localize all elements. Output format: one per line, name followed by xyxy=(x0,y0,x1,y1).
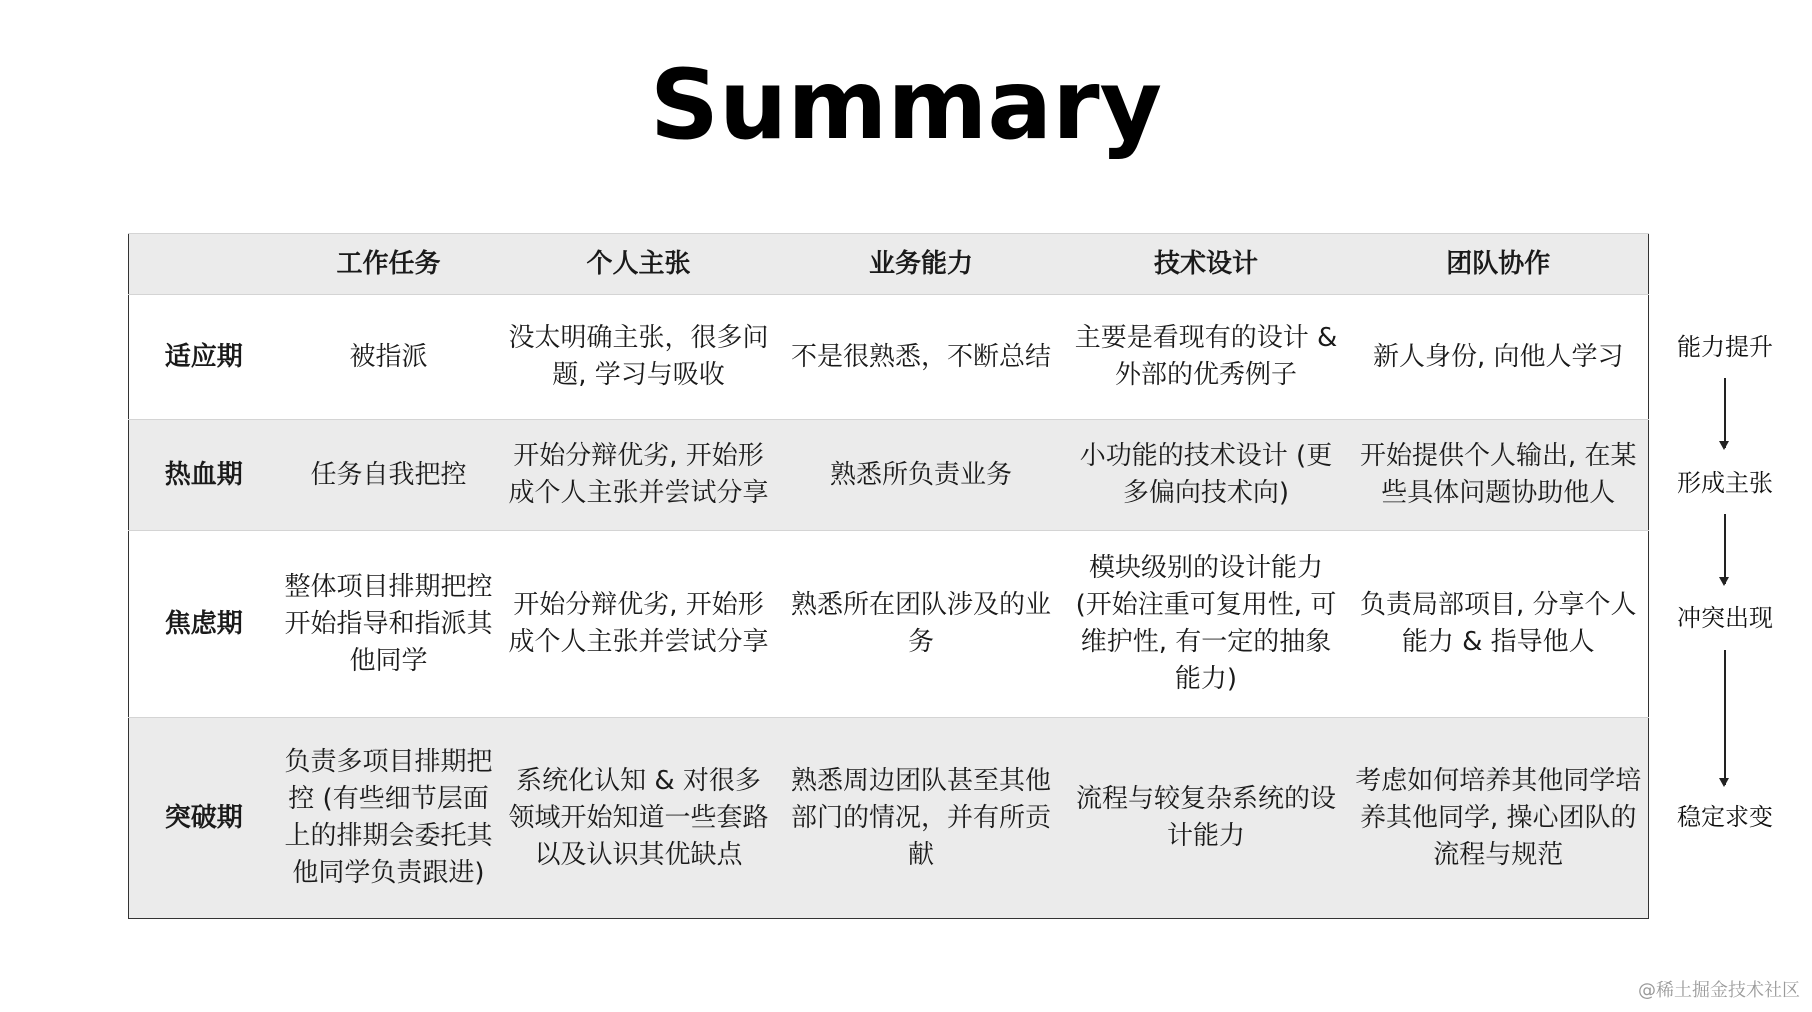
table-cell: 负责局部项目, 分享个人能力 & 指导他人 xyxy=(1359,590,1637,657)
stage-label: 适应期 xyxy=(164,341,243,372)
stage-label: 焦虑期 xyxy=(164,608,243,639)
table-cell: 任务自我把控 xyxy=(310,459,467,490)
table-cell: 不是很熟悉，不断总结 xyxy=(790,341,1051,372)
table-cell: 被指派 xyxy=(349,341,428,372)
flow-step-label: 能力提升 xyxy=(1677,333,1773,361)
table-row xyxy=(129,295,1649,420)
watermark: @稀土掘金技术社区 xyxy=(1638,980,1800,1001)
table-cell: 主要是看现有的设计 & 外部的优秀例子 xyxy=(1074,323,1338,390)
table-cell: 开始分辩优劣, 开始形成个人主张并尝试分享 xyxy=(508,441,769,508)
table-cell: 新人身份, 向他人学习 xyxy=(1372,341,1624,372)
table-cell: 小功能的技术设计 (更多偏向技术向) xyxy=(1079,441,1333,508)
down-arrow-icon xyxy=(1724,514,1726,584)
table-cell: 开始提供个人输出, 在某些具体问题协助他人 xyxy=(1359,441,1637,508)
table-cell: 熟悉周边团队甚至其他部门的情况，并有所贡献 xyxy=(790,765,1051,870)
table-cell: 熟悉所在团队涉及的业务 xyxy=(790,590,1051,657)
table-cell: 系统化认知 & 对很多领域开始知道一些套路以及认识其优缺点 xyxy=(508,765,769,870)
table-header-corner xyxy=(129,234,279,295)
table-cell: 负责多项目排期把控 (有些细节层面上的排期会委托其他同学负责跟进) xyxy=(284,747,493,888)
flow-step-label: 稳定求变 xyxy=(1677,803,1773,831)
table-header-cell: 个人主张 xyxy=(586,248,691,279)
table-header-cell: 工作任务 xyxy=(336,248,441,279)
table-header-cell: 技术设计 xyxy=(1153,248,1258,279)
page-title: Summary xyxy=(649,49,1163,161)
side-flow xyxy=(1660,0,1790,1012)
table-row xyxy=(129,420,1649,531)
table-cell: 没太明确主张，很多问题, 学习与吸收 xyxy=(508,323,769,390)
table-header-row xyxy=(129,234,1649,295)
table-row xyxy=(129,718,1649,919)
table-cell: 熟悉所负责业务 xyxy=(829,459,1012,490)
table-cell: 考虑如何培养其他同学培养其他同学, 操心团队的流程与规范 xyxy=(1355,765,1642,870)
flow-step-label: 形成主张 xyxy=(1677,469,1773,497)
down-arrow-icon xyxy=(1724,378,1726,448)
flow-step-label: 冲突出现 xyxy=(1677,604,1773,632)
down-arrow-icon xyxy=(1724,650,1726,785)
table-cell: 模块级别的设计能力 (开始注重可复用性, 可维护性, 有一定的抽象能力) xyxy=(1075,553,1337,694)
stage-label: 突破期 xyxy=(164,802,243,833)
stage-label: 热血期 xyxy=(164,459,243,490)
table-header-cell: 业务能力 xyxy=(868,248,973,279)
table-row xyxy=(129,531,1649,718)
table-cell: 流程与较复杂系统的设计能力 xyxy=(1075,784,1336,851)
table-header-cell: 团队协作 xyxy=(1446,248,1551,279)
summary-table xyxy=(128,233,1649,919)
table-cell: 开始分辩优劣, 开始形成个人主张并尝试分享 xyxy=(508,590,769,657)
table-cell: 整体项目排期把控 开始指导和指派其他同学 xyxy=(284,571,493,676)
